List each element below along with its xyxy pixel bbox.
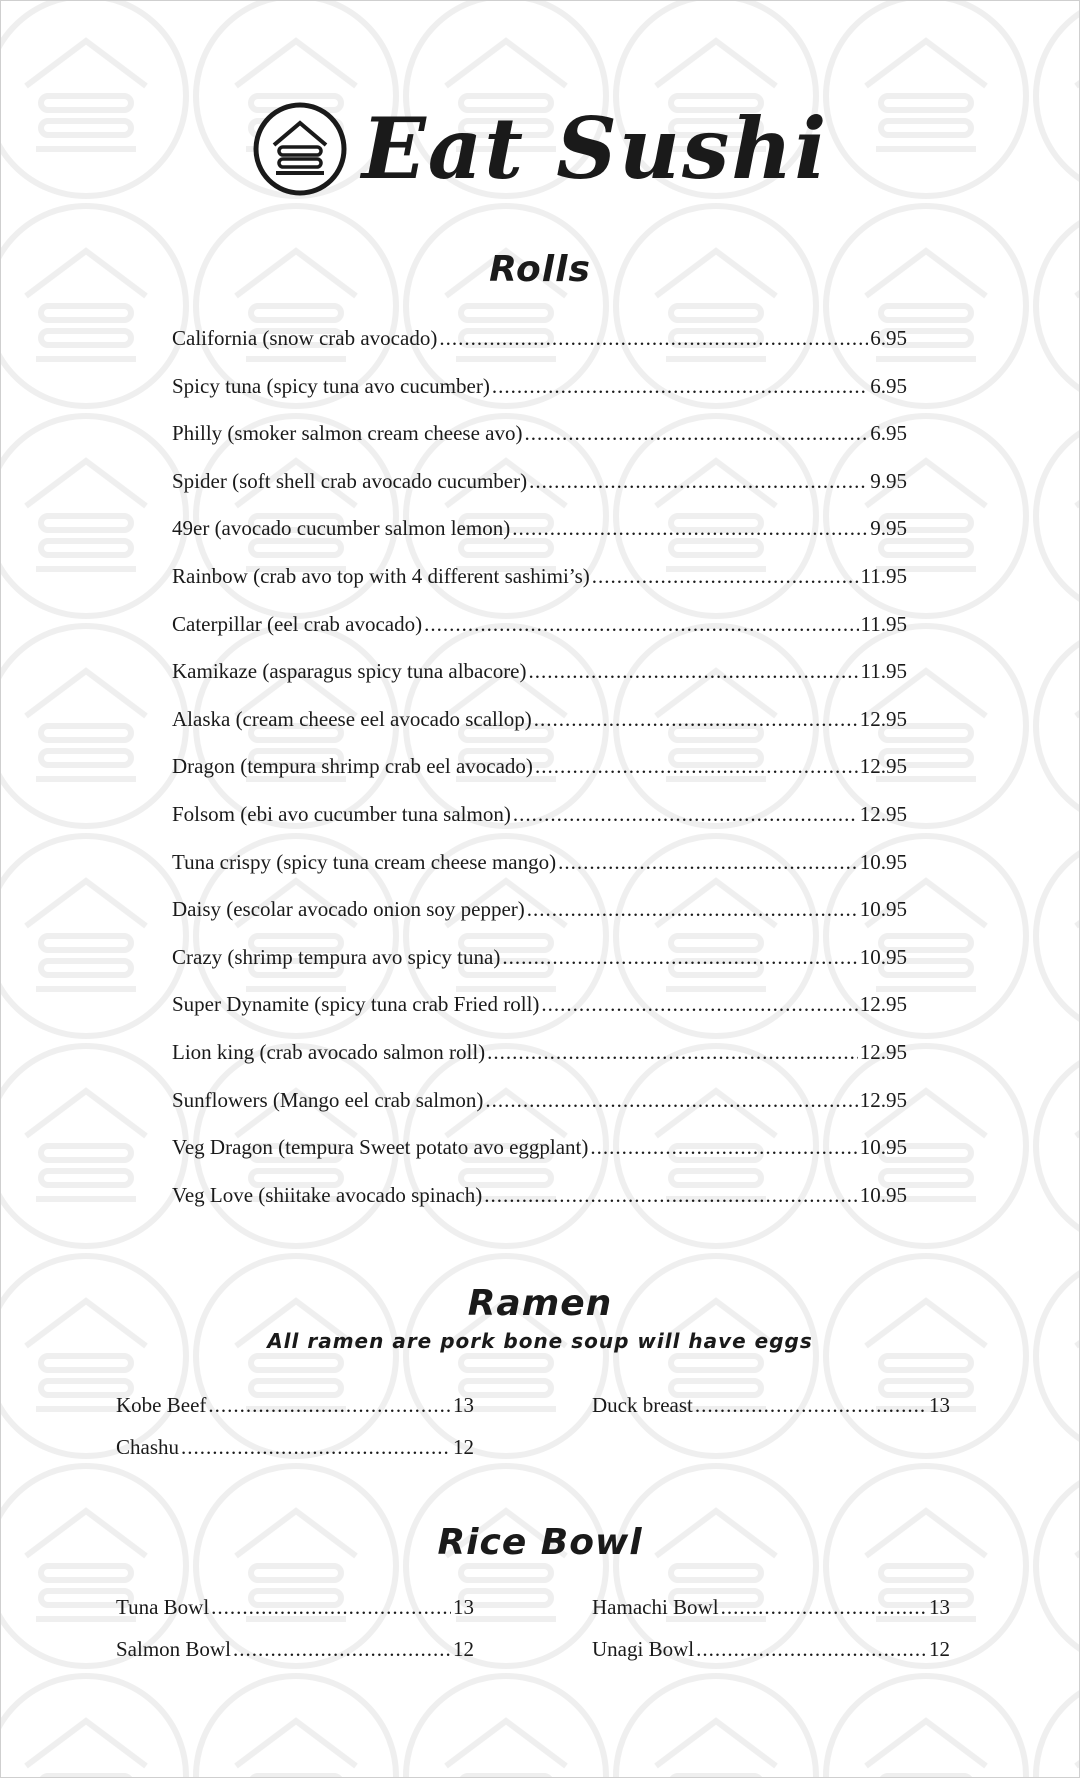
menu-item-price: 12 bbox=[453, 1435, 474, 1459]
menu-item bbox=[172, 513, 907, 561]
menu-item-price: 6.95 bbox=[870, 373, 907, 398]
menu-item-name: Philly (smoker salmon cream cheese avo) bbox=[172, 421, 523, 446]
leader-dots bbox=[484, 1180, 858, 1210]
ramen-list-left bbox=[116, 1390, 474, 1474]
rolls-list bbox=[172, 323, 907, 1227]
leader-dots bbox=[502, 942, 857, 972]
menu-item-name: Hamachi Bowl bbox=[592, 1595, 719, 1619]
rice-bowl-title: Rice Bowl bbox=[437, 1522, 643, 1563]
menu-item bbox=[172, 704, 907, 752]
menu-item bbox=[172, 989, 907, 1037]
leader-dots bbox=[492, 371, 868, 401]
menu-item-name: Unagi Bowl bbox=[592, 1637, 695, 1661]
menu-item-name: Folsom (ebi avo cucumber tuna salmon) bbox=[172, 801, 511, 826]
menu-item-name: Veg Love (shiitake avocado spinach) bbox=[172, 1182, 483, 1207]
leader-dots bbox=[512, 513, 868, 543]
menu-item bbox=[172, 1037, 907, 1085]
menu-item-name: Tuna crispy (spicy tuna cream cheese mango) bbox=[172, 849, 557, 874]
menu-item bbox=[172, 847, 907, 895]
menu-item-price: 10.95 bbox=[859, 1182, 907, 1207]
menu-item-price: 10.95 bbox=[859, 849, 907, 874]
menu-item-price: 10.95 bbox=[859, 944, 907, 969]
ramen-title: Ramen bbox=[467, 1283, 613, 1324]
menu-item bbox=[592, 1634, 950, 1676]
menu-item bbox=[116, 1390, 474, 1432]
menu-item-price: 9.95 bbox=[870, 516, 907, 541]
menu-item-price: 10.95 bbox=[859, 897, 907, 922]
menu-item-price: 11.95 bbox=[860, 659, 907, 684]
rice-bowl-columns bbox=[116, 1592, 950, 1676]
menu-item-price: 13 bbox=[929, 1393, 950, 1417]
menu-item-price: 11.95 bbox=[860, 611, 907, 636]
menu-item-price: 12.95 bbox=[859, 754, 907, 779]
menu-item-name: 49er (avocado cucumber salmon lemon) bbox=[172, 516, 511, 541]
ramen-note: All ramen are pork bone soup will have eggs bbox=[267, 1329, 813, 1353]
menu-item-price: 10.95 bbox=[859, 1135, 907, 1160]
menu-item-price: 12.95 bbox=[859, 992, 907, 1017]
leader-dots bbox=[558, 847, 858, 877]
rice-bowl-list-left bbox=[116, 1592, 474, 1676]
menu-item-name: Crazy (shrimp tempura avo spicy tuna) bbox=[172, 944, 501, 969]
leader-dots bbox=[424, 609, 858, 639]
menu-item-name: Sunflowers (Mango eel crab salmon) bbox=[172, 1087, 484, 1112]
leader-dots bbox=[541, 989, 857, 1019]
leader-dots bbox=[721, 1592, 927, 1622]
menu-item-price: 11.95 bbox=[860, 563, 907, 588]
menu-item bbox=[172, 1085, 907, 1133]
menu-item-name: Daisy (escolar avocado onion soy pepper) bbox=[172, 897, 525, 922]
leader-dots bbox=[233, 1634, 451, 1664]
menu-item bbox=[172, 418, 907, 466]
menu-item bbox=[172, 609, 907, 657]
menu-item-price: 12 bbox=[929, 1637, 950, 1661]
leader-dots bbox=[695, 1390, 927, 1420]
menu-item bbox=[172, 1180, 907, 1228]
leader-dots bbox=[534, 704, 858, 734]
menu-item bbox=[172, 323, 907, 371]
menu-item-name: Chashu bbox=[116, 1435, 179, 1459]
leader-dots bbox=[485, 1085, 857, 1115]
leader-dots bbox=[592, 561, 859, 591]
ramen-list-right bbox=[592, 1390, 950, 1474]
menu-item-name: Kamikaze (asparagus spicy tuna albacore) bbox=[172, 659, 527, 684]
menu-item-name: Caterpillar (eel crab avocado) bbox=[172, 611, 423, 636]
brand-header bbox=[1, 101, 1079, 197]
leader-dots bbox=[487, 1037, 858, 1067]
menu-item-price: 6.95 bbox=[870, 326, 907, 350]
leader-dots bbox=[211, 1592, 451, 1622]
menu-item-price: 9.95 bbox=[870, 468, 907, 493]
menu-item-name: Spicy tuna (spicy tuna avo cucumber) bbox=[172, 373, 490, 398]
brand-name: Eat Sushi bbox=[361, 99, 829, 198]
menu-item-price: 13 bbox=[929, 1595, 950, 1619]
leader-dots bbox=[439, 323, 868, 353]
house-seal-icon bbox=[252, 101, 348, 197]
menu-item bbox=[172, 466, 907, 514]
ramen-columns bbox=[116, 1390, 950, 1474]
menu-item bbox=[172, 799, 907, 847]
leader-dots bbox=[208, 1390, 451, 1420]
leader-dots bbox=[513, 799, 858, 829]
menu-item bbox=[172, 561, 907, 609]
menu-item-price: 12.95 bbox=[859, 1087, 907, 1112]
menu-item bbox=[172, 894, 907, 942]
menu-item-price: 13 bbox=[453, 1393, 474, 1417]
menu-item-price: 6.95 bbox=[870, 421, 907, 446]
leader-dots bbox=[181, 1432, 451, 1462]
menu-item bbox=[172, 656, 907, 704]
menu-item-name: Super Dynamite (spicy tuna crab Fried roll) bbox=[172, 992, 540, 1017]
menu-item-name: Alaska (cream cheese eel avocado scallop) bbox=[172, 706, 532, 731]
menu-item-name: Salmon Bowl bbox=[116, 1637, 231, 1661]
rolls-title: Rolls bbox=[489, 249, 591, 290]
menu-item bbox=[592, 1592, 950, 1634]
menu-item-price: 12.95 bbox=[859, 1039, 907, 1064]
menu-item bbox=[172, 942, 907, 990]
menu-item-name: Tuna Bowl bbox=[116, 1595, 210, 1619]
menu-item-price: 13 bbox=[453, 1595, 474, 1619]
menu-item-name: Lion king (crab avocado salmon roll) bbox=[172, 1039, 486, 1064]
menu-item-price: 12.95 bbox=[859, 706, 907, 731]
leader-dots bbox=[529, 656, 859, 686]
menu-item-name: Dragon (tempura shrimp crab eel avocado) bbox=[172, 754, 533, 779]
menu-item-name: Veg Dragon (tempura Sweet potato avo eggplant) bbox=[172, 1135, 589, 1160]
menu-item bbox=[592, 1390, 950, 1432]
menu-item bbox=[116, 1432, 474, 1474]
menu-item-name: Spider (soft shell crab avocado cucumber) bbox=[172, 468, 528, 493]
menu-item bbox=[116, 1592, 474, 1634]
leader-dots bbox=[590, 1132, 857, 1162]
menu-item bbox=[172, 371, 907, 419]
menu-item bbox=[172, 751, 907, 799]
menu-item-name: Duck breast bbox=[592, 1393, 693, 1417]
menu-item-price: 12 bbox=[453, 1637, 474, 1661]
leader-dots bbox=[524, 418, 868, 448]
menu-item bbox=[172, 1132, 907, 1180]
menu-item-name: California (snow crab avocado) bbox=[172, 326, 438, 350]
leader-dots bbox=[535, 751, 858, 781]
leader-dots bbox=[529, 466, 868, 496]
menu-item-name: Kobe Beef bbox=[116, 1393, 207, 1417]
menu-item-price: 12.95 bbox=[859, 801, 907, 826]
menu-item bbox=[116, 1634, 474, 1676]
rice-bowl-list-right bbox=[592, 1592, 950, 1676]
menu-item-name: Rainbow (crab avo top with 4 different sashimi’s) bbox=[172, 563, 590, 588]
leader-dots bbox=[527, 894, 858, 924]
leader-dots bbox=[696, 1634, 927, 1664]
